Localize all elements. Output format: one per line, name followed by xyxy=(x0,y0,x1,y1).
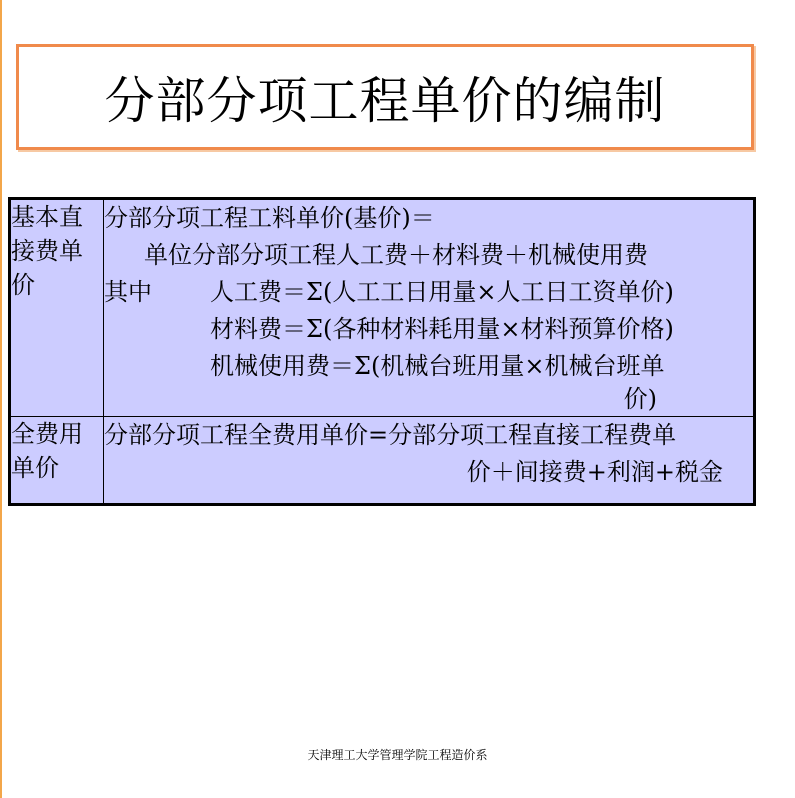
unit-price-table xyxy=(8,197,756,506)
formula-line-group xyxy=(104,274,753,311)
page-title: 分部分项工程单价的编制 xyxy=(104,72,666,130)
row-label: 全费用单价 xyxy=(10,417,104,505)
qizhong-label: 其中 xyxy=(104,278,152,306)
formula-line: 材料费＝Σ(各种材料耗用量×材料预算价格) xyxy=(210,315,674,343)
title-box xyxy=(16,44,754,150)
formula-line: 机械使用费＝Σ(机械台班用量×机械台班单 xyxy=(210,352,665,380)
footer-text: 天津理工大学管理学院工程造价系 xyxy=(307,748,488,762)
row-content xyxy=(104,417,755,505)
row-label: 基本直接费单价 xyxy=(10,199,104,417)
table-row xyxy=(10,417,755,505)
table-row xyxy=(10,199,755,417)
formula-line: 价＋间接费+利润+税金 xyxy=(466,458,723,486)
formula-line: 单位分部分项工程人工费＋材料费＋机械使用费 xyxy=(144,241,648,269)
formula-line: 价) xyxy=(623,385,657,413)
row-content xyxy=(104,199,755,417)
formula-line: 分部分项工程工料单价(基价)＝ xyxy=(104,204,435,232)
formula-line: 分部分项工程全费用单价=分部分项工程直接工程费单 xyxy=(104,421,677,449)
formula-line: 人工费＝Σ(人工工日用量×人工日工资单价) xyxy=(210,278,674,306)
left-border xyxy=(0,0,2,798)
